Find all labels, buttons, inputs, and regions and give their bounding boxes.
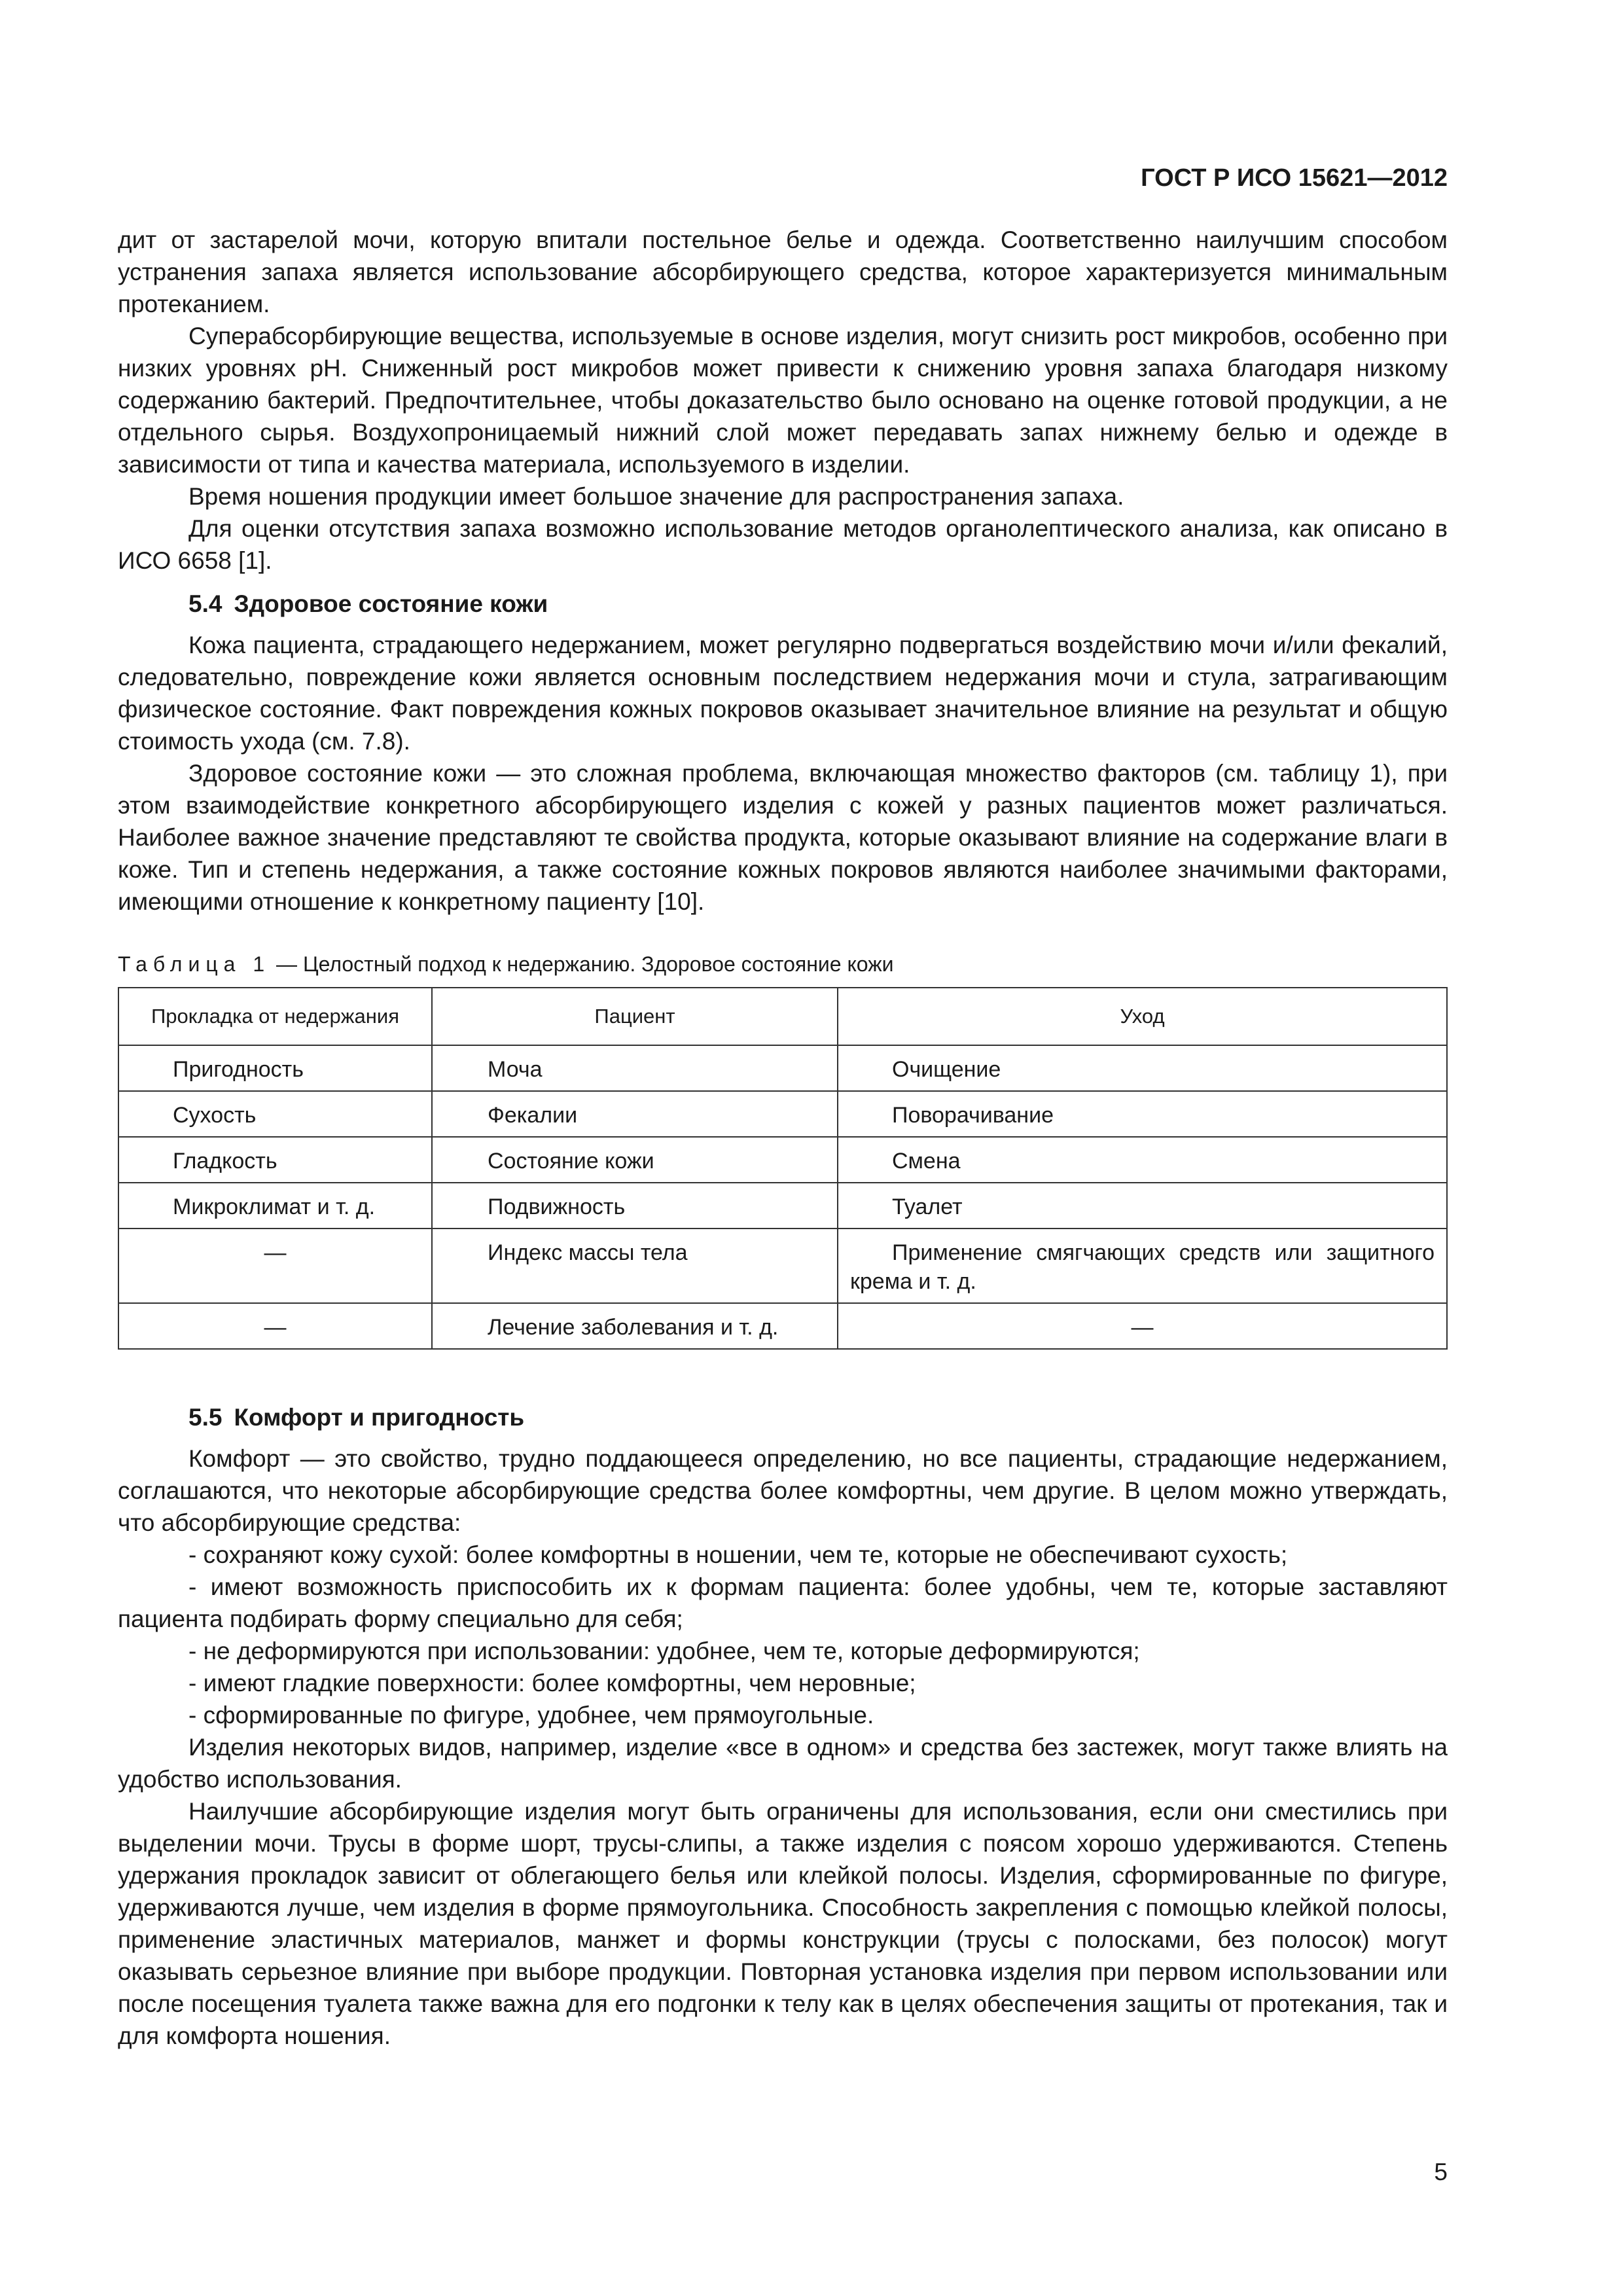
- section-5-5-paragraph-2: Изделия некоторых видов, например, изделие «все в одном» и средства без застежек, могут также влиять на удобство использования.: [118, 1734, 1448, 1793]
- table-row: [118, 1229, 1447, 1303]
- table-1-caption: [118, 950, 1448, 978]
- table-cell: Лечение заболевания и т. д.: [432, 1303, 838, 1349]
- intro-paragraph-1: дит от застарелой мочи, которую впитали постельное белье и одежда. Соответственно наилучшим способом устранения запаха является использование абсорбирующего средства, которое характеризуется минимальным протеканием.: [118, 226, 1448, 317]
- section-5-4-heading: [118, 587, 1448, 621]
- table-cell: Микроклимат и т. д.: [118, 1183, 432, 1229]
- section-5-4-title: Здоровое состояние кожи: [234, 590, 548, 617]
- table-cell: —: [118, 1303, 432, 1349]
- table-1-caption-label: Таблица 1: [118, 952, 271, 976]
- section-5-5-list-item-4: - имеют гладкие поверхности: более комфортны, чем неровные;: [188, 1670, 916, 1696]
- table-header-cell: Пациент: [432, 988, 838, 1045]
- table-cell: —: [838, 1303, 1447, 1349]
- table-header-cell: Прокладка от недержания: [118, 988, 432, 1045]
- section-5-5-list-item-3: - не деформируются при использовании: удобнее, чем те, которые деформируются;: [188, 1638, 1140, 1664]
- section-5-5-list-item-2: - имеют возможность приспособить их к формам пациента: более удобны, чем те, которые заставляют пациента подбирать форму специально для себя;: [118, 1573, 1448, 1632]
- intro-paragraph-3: Время ношения продукции имеет большое значение для распространения запаха.: [188, 483, 1124, 510]
- table-row: [118, 1045, 1447, 1091]
- section-5-4-number: 5.4: [188, 590, 223, 617]
- table-row: [118, 1183, 1447, 1229]
- section-5-5-title: Комфорт и пригодность: [234, 1404, 525, 1431]
- table-cell: Очищение: [838, 1045, 1447, 1091]
- section-5-5-heading: [118, 1401, 1448, 1435]
- table-header-row: [118, 988, 1447, 1045]
- section-5-5-paragraph-1: Комфорт — это свойство, трудно поддающееся определению, но все пациенты, страдающие недержанием, соглашаются, что некоторые абсорбирующие средства более комфортны, чем другие. В целом можно утверждать, что абсорбирующие средства:: [118, 1445, 1448, 1536]
- table-row: [118, 1091, 1447, 1137]
- section-5-5-list-item-1: - сохраняют кожу сухой: более комфортны в ношении, чем те, которые не обеспечивают сухость;: [188, 1541, 1288, 1568]
- table-1: [118, 987, 1448, 1350]
- table-cell: Индекс массы тела: [432, 1229, 838, 1303]
- section-5-5-list-item-5: - сформированные по фигуре, удобнее, чем прямоугольные.: [188, 1702, 874, 1729]
- section-5-5-paragraph-3: Наилучшие абсорбирующие изделия могут быть ограничены для использования, если они сместились при выделении мочи. Трусы в форме шорт, трусы-слипы, а также изделия с поясом хорошо удерживаются. Степень удержания прокладок зависит от облегающего белья или клейкой полосы. Изделия, сформированные по фигуре, удерживаются лучше, чем изделия в форме прямоугольника. Способность закрепления с помощью клейкой полосы, применение эластичных материалов, манжет и формы конструкции (трусы с полосками, без полосок) могут оказывать серьезное влияние при выборе продукции. Повторная установка изделия при первом использовании или после посещения туалета также важна для его подгонки к телу как в целях обеспечения защиты от протекания, так и для комфорта ношения.: [118, 1798, 1448, 2049]
- table-cell: Подвижность: [432, 1183, 838, 1229]
- table-cell: Сухость: [118, 1091, 432, 1137]
- table-cell: Состояние кожи: [432, 1137, 838, 1183]
- table-row: [118, 1137, 1447, 1183]
- table-cell: Поворачивание: [838, 1091, 1447, 1137]
- intro-paragraph-2: Суперабсорбирующие вещества, используемые в основе изделия, могут снизить рост микробов, особенно при низких уровнях pH. Сниженный рост микробов может привести к снижению уровня запаха благодаря низкому содержанию бактерий. Предпочтительнее, чтобы доказательство было основано на оценке готовой продукции, а не отдельного сырья. Воздухопроницаемый нижний слой может передавать запах нижнему белью и одежде в зависимости от типа и качества материала, используемого в изделии.: [118, 323, 1448, 478]
- table-1-caption-text: — Целостный подход к недержанию. Здоровое состояние кожи: [270, 952, 894, 976]
- table-cell: Гладкость: [118, 1137, 432, 1183]
- table-cell: Пригодность: [118, 1045, 432, 1091]
- table-cell: Моча: [432, 1045, 838, 1091]
- table-cell: Фекалии: [432, 1091, 838, 1137]
- section-5-5-number: 5.5: [188, 1404, 223, 1431]
- page-number: 5: [1434, 2159, 1448, 2185]
- table-row: [118, 1303, 1447, 1349]
- table-cell: Применение смягчающих средств или защитного крема и т. д.: [838, 1229, 1447, 1303]
- intro-paragraph-4: Для оценки отсутствия запаха возможно использование методов органолептического анализа, как описано в ИСО 6658 [1].: [118, 515, 1448, 574]
- table-cell: Смена: [838, 1137, 1447, 1183]
- document-code-header: ГОСТ Р ИСО 15621—2012: [1141, 164, 1448, 192]
- section-5-4-paragraph-1: Кожа пациента, страдающего недержанием, может регулярно подвергаться воздействию мочи и/или фекалий, следовательно, повреждение кожи является основным последствием недержания мочи и стула, затрагивающим физическое состояние. Факт повреждения кожных покровов оказывает значительное влияние на результат и общую стоимость ухода (см. 7.8).: [118, 632, 1448, 755]
- section-5-4-paragraph-2: Здоровое состояние кожи — это сложная проблема, включающая множество факторов (см. таблицу 1), при этом взаимодействие конкретного абсорбирующего изделия с кожей у разных пациентов может различаться. Наиболее важное значение представляют те свойства продукта, которые оказывают влияние на содержание влаги в коже. Тип и степень недержания, а также состояние кожных покровов являются наиболее значимыми факторами, имеющими отношение к конкретному пациенту [10].: [118, 760, 1448, 915]
- table-cell: Туалет: [838, 1183, 1447, 1229]
- table-header-cell: Уход: [838, 988, 1447, 1045]
- table-cell: —: [118, 1229, 432, 1303]
